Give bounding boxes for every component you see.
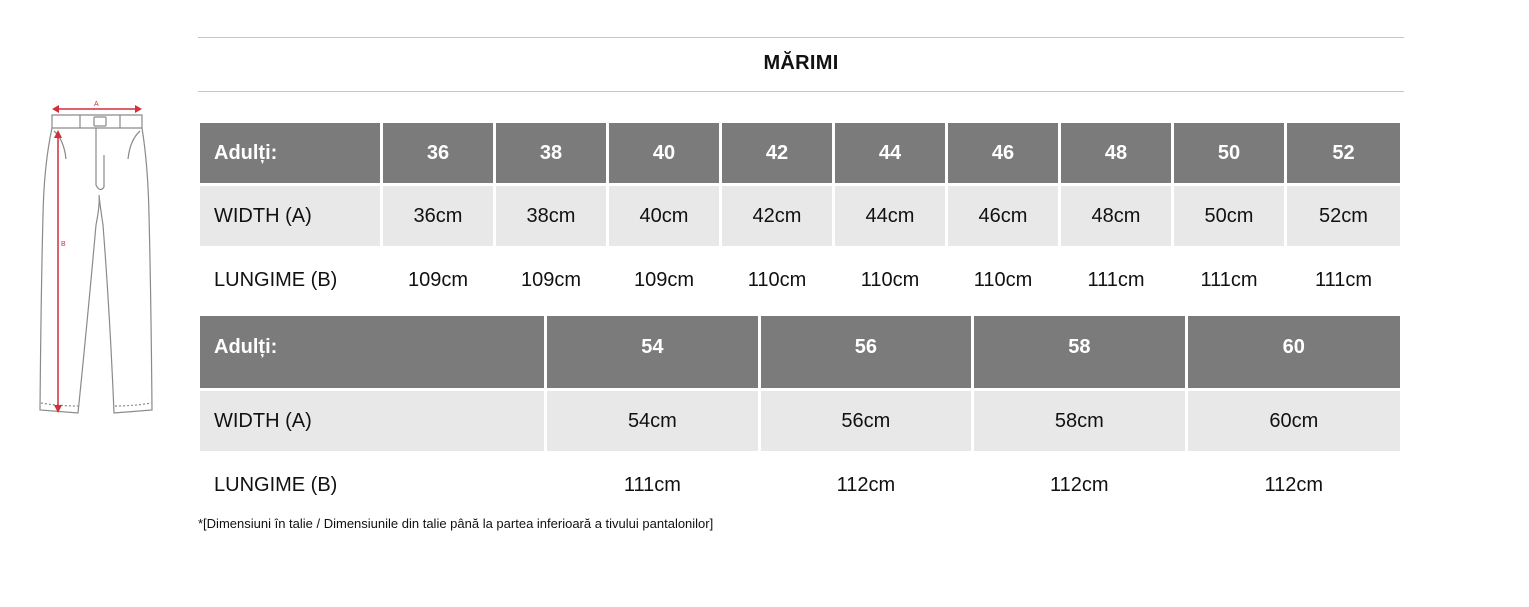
- table2-header-label: Adulți:: [200, 316, 544, 388]
- size-header: 50: [1174, 123, 1284, 183]
- length-value: 112cm: [1188, 455, 1400, 515]
- length-value: 109cm: [496, 250, 606, 310]
- width-value: 52cm: [1287, 186, 1400, 246]
- size-header: 58: [974, 316, 1184, 388]
- length-row-label: LUNGIME (B): [200, 455, 544, 515]
- width-value: 38cm: [496, 186, 606, 246]
- table2-width-row: [200, 391, 1400, 451]
- footnote: *[Dimensiuni în talie / Dimensiunile din talie până la partea inferioară a tivului pantalonilor]: [198, 516, 714, 531]
- length-value: 112cm: [761, 455, 971, 515]
- size-header: 56: [761, 316, 971, 388]
- length-value: 110cm: [835, 250, 945, 310]
- width-value: 44cm: [835, 186, 945, 246]
- size-header: 46: [948, 123, 1058, 183]
- table2-header-row: [200, 316, 1400, 388]
- length-value: 111cm: [1061, 250, 1171, 310]
- width-row-label: WIDTH (A): [200, 186, 380, 246]
- size-header: 60: [1188, 316, 1400, 388]
- length-row-label: LUNGIME (B): [200, 250, 380, 310]
- width-value: 46cm: [948, 186, 1058, 246]
- length-value: 111cm: [1287, 250, 1400, 310]
- table1-header-row: [200, 123, 1400, 183]
- label-a: A: [94, 101, 99, 108]
- length-value: 112cm: [974, 455, 1184, 515]
- width-row-label: WIDTH (A): [200, 391, 544, 451]
- width-value: 36cm: [383, 186, 493, 246]
- size-header: 54: [547, 316, 757, 388]
- size-header: 36: [383, 123, 493, 183]
- label-b: B: [61, 241, 66, 248]
- width-value: 50cm: [1174, 186, 1284, 246]
- width-value: 60cm: [1188, 391, 1400, 451]
- size-header: 38: [496, 123, 606, 183]
- trousers-outline-icon: [40, 115, 152, 413]
- table1-width-row: [200, 186, 1400, 246]
- length-value: 109cm: [609, 250, 719, 310]
- width-value: 56cm: [761, 391, 971, 451]
- size-header: 48: [1061, 123, 1171, 183]
- page-title: MĂRIMI: [763, 52, 839, 74]
- width-value: 58cm: [974, 391, 1184, 451]
- width-value: 54cm: [547, 391, 757, 451]
- length-value: 111cm: [547, 455, 757, 515]
- size-header: 44: [835, 123, 945, 183]
- length-value: 111cm: [1174, 250, 1284, 310]
- title-divider: [198, 91, 1404, 92]
- table2-length-row: [200, 455, 1400, 515]
- top-divider: [198, 37, 1404, 38]
- table1-header-label: Adulți:: [200, 123, 380, 183]
- table1-length-row: [200, 250, 1400, 310]
- length-arrow-icon: [54, 130, 62, 413]
- width-value: 48cm: [1061, 186, 1171, 246]
- width-value: 42cm: [722, 186, 832, 246]
- length-value: 110cm: [948, 250, 1058, 310]
- size-header: 52: [1287, 123, 1400, 183]
- width-value: 40cm: [609, 186, 719, 246]
- size-header: 40: [609, 123, 719, 183]
- length-value: 109cm: [383, 250, 493, 310]
- size-header: 42: [722, 123, 832, 183]
- trousers-measurement-illustration: [30, 95, 165, 425]
- length-value: 110cm: [722, 250, 832, 310]
